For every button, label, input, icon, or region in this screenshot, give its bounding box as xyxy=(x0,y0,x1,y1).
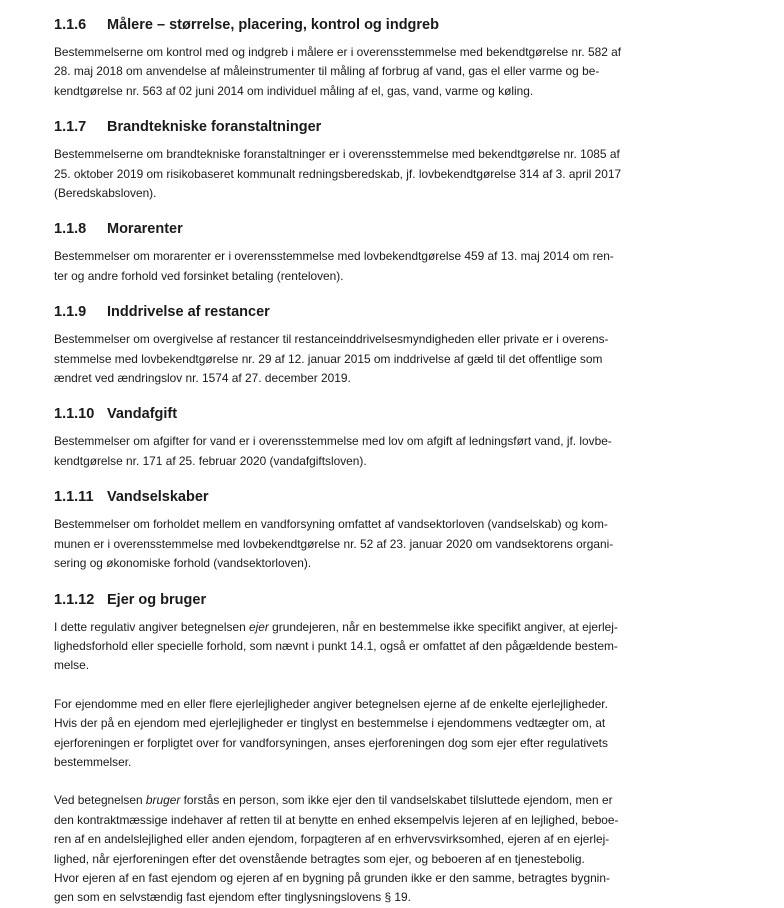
section-heading xyxy=(54,302,784,322)
section-heading xyxy=(54,590,784,610)
paragraph-line: Bestemmelserne om kontrol med og indgreb i målere er i overensstemmelse med bekendtgørelse nr. 582 af xyxy=(54,45,622,59)
section-title: Inddrivelse af restancer xyxy=(107,304,270,321)
paragraph-line xyxy=(54,618,784,637)
section-heading xyxy=(54,117,784,137)
section-paragraph xyxy=(54,515,784,573)
paragraph-line: Bestemmelser om forholdet mellem en vandforsyning omfattet af vandsektorloven (vandselskab) og kom- xyxy=(54,517,608,532)
paragraph-line: Bestemmelser om morarenter er i overensstemmelse med lovbekendtgørelse 459 af 13. maj 2014 om ren- xyxy=(54,249,614,264)
section-1-1-10 xyxy=(54,404,784,471)
section-1-1-12 xyxy=(54,590,784,908)
paragraph-line: Bestemmelser om afgifter for vand er i overensstemmelse med lov om afgift af ledningsført vand, jf. lovbe- xyxy=(54,434,612,449)
paragraph-line: ændret ved ændringslov nr. 1574 af 27. december 2019. xyxy=(54,371,351,386)
section-heading xyxy=(54,404,784,424)
section-title: Brandtekniske foranstaltninger xyxy=(107,119,322,136)
line-text: Ved betegnelsen xyxy=(54,793,146,808)
section-number: 1.1.9 xyxy=(54,304,87,321)
section-paragraph xyxy=(54,247,784,286)
section-1-1-7 xyxy=(54,117,784,203)
paragraph-line: sering og økonomiske forhold (vandsektorloven). xyxy=(54,556,312,571)
section-1-1-8 xyxy=(54,219,784,286)
paragraph-line: Bestemmelserne om brandtekniske foranstaltninger er i overensstemmelse med bekendtgørelse nr. 1085 af xyxy=(54,147,620,162)
section-paragraph-1 xyxy=(54,618,784,676)
section-paragraph-2 xyxy=(54,695,784,773)
section-1-1-11 xyxy=(54,487,784,573)
paragraph-line: kendtgørelse nr. 563 af 02 juni 2014 om individuel måling af el, gas, vand, varme og køling. xyxy=(54,83,534,98)
section-number: 1.1.11 xyxy=(54,489,94,506)
section-title: Ejer og bruger xyxy=(107,591,207,608)
section-1-1-6 xyxy=(54,15,784,101)
section-heading xyxy=(54,15,784,35)
section-number: 1.1.6 xyxy=(54,17,87,33)
paragraph-line: kendtgørelse nr. 171 af 25. februar 2020 (vandafgiftsloven). xyxy=(54,453,367,468)
section-title: Morarenter xyxy=(107,221,183,238)
section-number: 1.1.7 xyxy=(54,119,87,136)
paragraph-line: 25. oktober 2019 om risikobaseret kommunalt redningsberedskab, jf. lovbekendtgørelse 314 af 3. april 2017 xyxy=(54,166,622,181)
line-text: forstås en person, som ikke ejer den til vandselskabet tilsluttede ejendom, men er xyxy=(180,793,613,808)
paragraph-line: munen er i overensstemmelse med lovbekendtgørelse nr. 52 af 23. januar 2020 om vandsektorens organi- xyxy=(54,536,614,551)
paragraph-line: Hvor ejeren af en fast ejendom og ejeren af en bygning på grunden ikke er den samme, betragtes bygnin- xyxy=(54,870,610,885)
section-number: 1.1.8 xyxy=(54,221,87,238)
paragraph-line xyxy=(54,791,784,810)
paragraph-line: For ejendomme med en eller flere ejerlejligheder angiver betegnelsen ejerne af de enkelte ejerlejligheder. xyxy=(54,696,608,711)
section-heading xyxy=(54,219,784,239)
emphasized-term: ejer xyxy=(249,619,269,634)
section-title: Vandselskaber xyxy=(107,489,209,506)
paragraph-line: stemmelse med lovbekendtgørelse nr. 29 af 12. januar 2015 om inddrivelse af gæld til det offentlige som xyxy=(54,351,603,366)
section-number: 1.1.12 xyxy=(54,591,95,608)
paragraph-line: lighed, når ejerforeningen efter det ovenstående betragtes som ejer, og beboeren af en tjenestebolig. xyxy=(54,851,585,866)
paragraph-line: (Beredskabsloven). xyxy=(54,186,157,201)
section-title: Målere – størrelse, placering, kontrol og indgreb xyxy=(107,17,439,33)
section-number: 1.1.10 xyxy=(54,406,95,423)
section-heading xyxy=(54,487,784,507)
paragraph-line: Bestemmelser om overgivelse af restancer til restanceinddrivelsesmyndigheden eller private er i overens- xyxy=(54,332,609,347)
line-text: I dette regulativ angiver betegnelsen xyxy=(54,619,250,634)
paragraph-line: ter og andre forhold ved forsinket betaling (renteloven). xyxy=(54,268,344,283)
section-1-1-9 xyxy=(54,302,784,388)
paragraph-line: melse. xyxy=(54,658,90,673)
emphasized-term: bruger xyxy=(145,793,181,808)
paragraph-line: 28. maj 2018 om anvendelse af måleinstrumenter til måling af forbrug af vand, gas el eller varme og be- xyxy=(54,64,600,79)
section-title: Vandafgift xyxy=(107,406,178,423)
section-paragraph xyxy=(54,43,784,101)
paragraph-line: gen som en selvstændig fast ejendom efter tinglysningslovens § 19. xyxy=(54,890,411,905)
line-text: grundejeren, når en bestemmelse ikke specifikt angiver, at ejerlej- xyxy=(268,619,618,634)
paragraph-line: den kontraktmæssige indehaver af retten til at benytte en enhed eksempelvis lejeren af en lejlighed, beboe- xyxy=(54,812,619,827)
paragraph-line: bestemmelser. xyxy=(54,754,132,769)
section-paragraph xyxy=(54,145,784,203)
paragraph-line: ejerforeningen er forpligtet over for vandforsyningen, anses ejerforeningen dog som ejer efter regulativets xyxy=(54,735,608,750)
section-paragraph xyxy=(54,330,784,388)
section-paragraph-3 xyxy=(54,791,784,907)
section-paragraph xyxy=(54,432,784,471)
paragraph-line: Hvis der på en ejendom med ejerlejligheder er tinglyst en bestemmelse i ejendommens vedtægter om, at xyxy=(54,716,606,731)
paragraph-line: lighedsforhold eller specielle forhold, som nævnt i punkt 14.1, også er omfattet af den pågældende bestem- xyxy=(54,638,618,653)
paragraph-line: ren af en andelslejlighed eller anden ejendom, forpagteren af en erhvervsvirksomhed, ejeren af en ejerlej- xyxy=(54,832,610,847)
